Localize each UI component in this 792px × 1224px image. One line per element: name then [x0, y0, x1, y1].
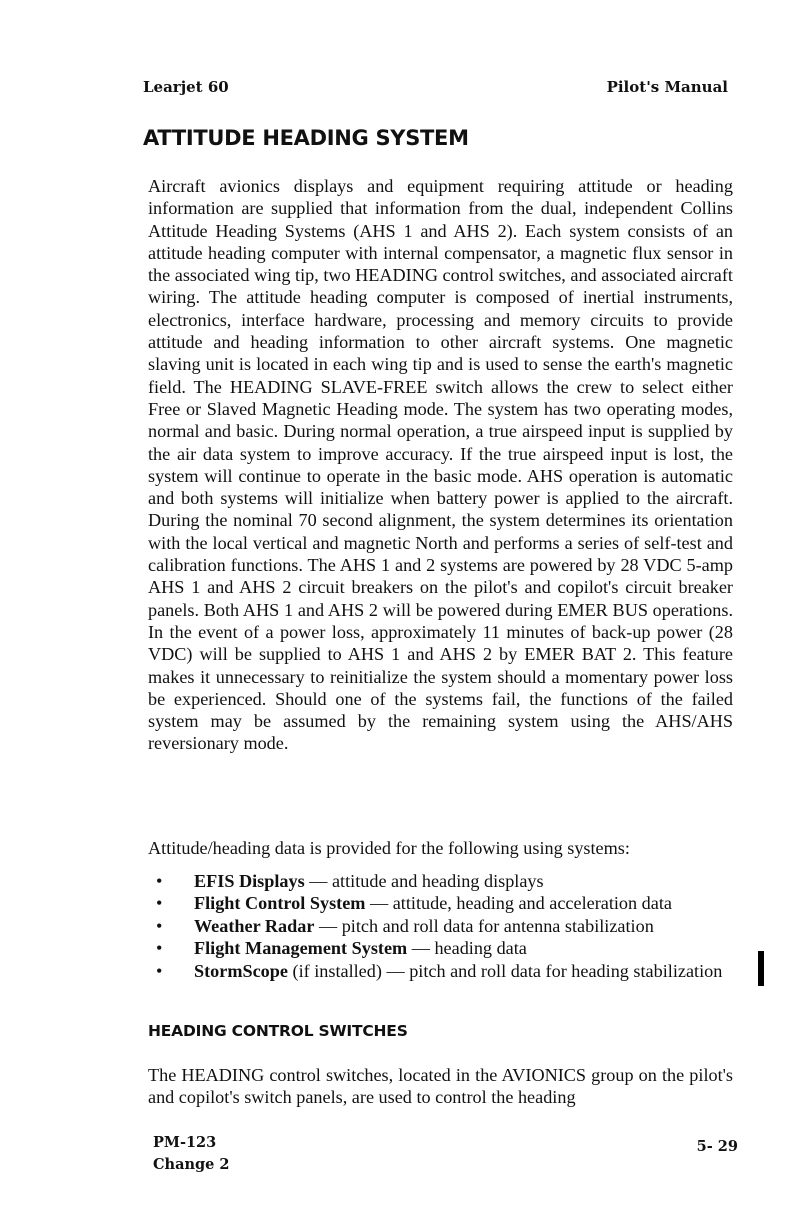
- system-term: StormScope: [194, 960, 288, 981]
- list-item: [148, 960, 738, 982]
- system-description: (if installed) — pitch and roll data for heading stabilization: [287, 960, 723, 981]
- footer-doc-info: [153, 1132, 230, 1176]
- footer-page-number: 5- 29: [696, 1138, 738, 1155]
- list-item: [148, 937, 738, 959]
- bullet-icon: •: [156, 915, 163, 936]
- system-description: — pitch and roll data for antenna stabilization: [314, 915, 654, 936]
- system-description: — attitude and heading displays: [304, 871, 544, 891]
- system-term: EFIS Displays: [194, 871, 305, 891]
- section-title: ATTITUDE HEADING SYSTEM: [143, 126, 469, 150]
- footer-change: Change 2: [153, 1156, 230, 1173]
- list-item: [148, 915, 738, 937]
- using-systems-intro: Attitude/heading data is provided for the following using systems:: [148, 838, 630, 858]
- list-item: [148, 870, 738, 892]
- intro-paragraph: Aircraft avionics displays and equipment requiring attitude or heading information are supplied that information from the dual, independent Collins Attitude Heading Systems (AHS 1 and AHS 2). Each system consists of an attitude heading computer with internal compensator, a magnetic flux sensor in the associated wing tip, two HEADING control switches, and associated aircraft wiring. The attitude heading computer is composed of inertial instruments, electronics, interface hardware, processing and memory circuits to provide attitude and heading information to other aircraft systems. One magnetic slaving unit is located in each wing tip and is used to sense the earth's magnetic field. The HEADING SLAVE-FREE switch allows the crew to select either Free or Slaved Magnetic Heading mode. The system has two operating modes, normal and basic. During normal operation, a true airspeed input is supplied by the air data system to improve accuracy. If the true airspeed input is lost, the system will continue to operate in the basic mode. AHS operation is automatic and both systems will initialize when battery power is applied to the aircraft. During the nominal 70 second alignment, the system determines its orientation with the local vertical and magnetic North and performs a series of self-test and calibration functions. The AHS 1 and 2 systems are powered by 28 VDC 5-amp AHS 1 and AHS 2 circuit breakers on the pilot's and copilot's circuit breaker panels. Both AHS 1 and AHS 2 will be powered during EMER BUS operations. In the event of a power loss, approximately 11 minutes of back-up power (28 VDC) will be supplied to AHS 1 and AHS 2 by EMER BAT 2. This feature makes it unnecessary to reinitialize the system should a momentary power loss be experienced. Should one of the systems fail, the functions of the failed system may be assumed by the remaining system using the AHS/AHS reversionary mode.: [148, 176, 733, 754]
- bullet-icon: •: [156, 871, 163, 891]
- system-description: — attitude, heading and acceleration data: [365, 893, 672, 914]
- system-description: — heading data: [407, 938, 527, 959]
- footer-doc-number: PM-123: [153, 1134, 217, 1151]
- system-term: Weather Radar: [194, 915, 315, 936]
- list-item: [148, 892, 738, 914]
- subsection-title: HEADING CONTROL SWITCHES: [148, 1022, 408, 1040]
- bullet-icon: •: [156, 938, 163, 959]
- header-manual-title: Pilot's Manual: [606, 78, 728, 96]
- bullet-icon: •: [156, 960, 163, 981]
- subsection-paragraph: The HEADING control switches, located in the AVIONICS group on the pilot's and copilot's switch panels, are used to control the heading: [148, 1065, 733, 1108]
- system-term: Flight Control System: [194, 893, 366, 914]
- header-aircraft-model: Learjet 60: [143, 78, 229, 96]
- revision-change-bar: [758, 951, 764, 986]
- using-systems-list: [148, 870, 738, 982]
- system-term: Flight Management System: [194, 938, 408, 959]
- bullet-icon: •: [156, 893, 163, 914]
